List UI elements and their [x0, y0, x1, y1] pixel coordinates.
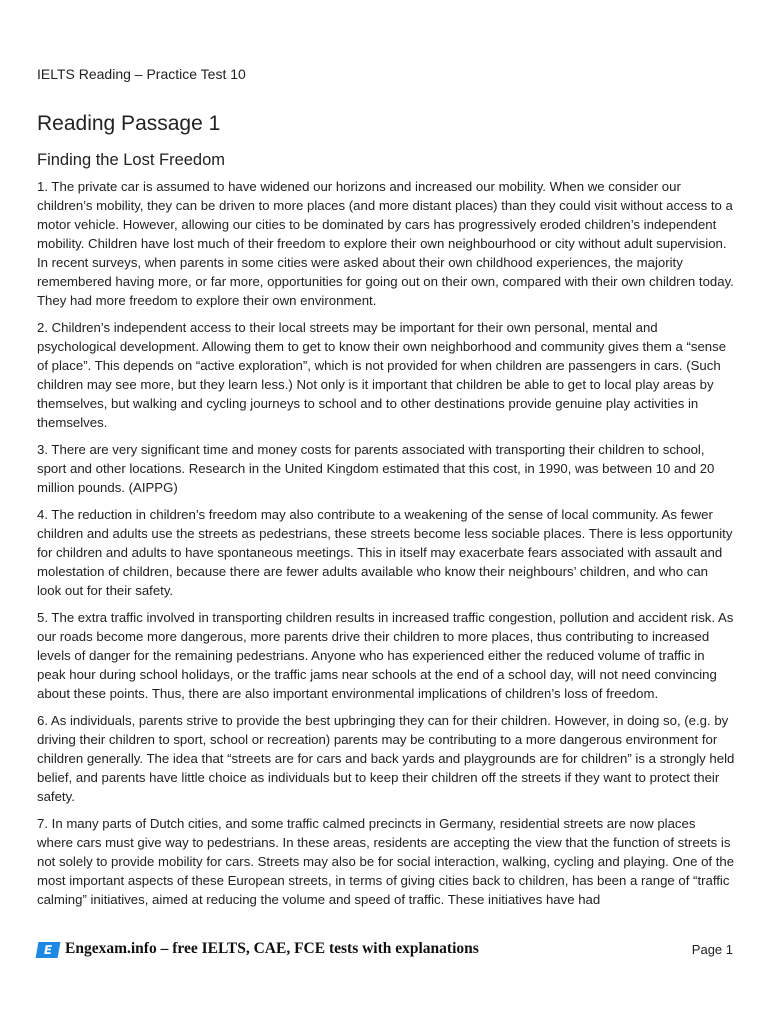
engexam-logo-icon: E	[36, 942, 61, 958]
page-footer	[37, 940, 735, 962]
article-title: Finding the Lost Freedom	[37, 151, 226, 169]
paragraph-4: 4. The reduction in children’s freedom may also contribute to a weakening of the sense of local community. As fewer children and adults use the streets as pedestrians, these streets become less sociable places. There is less opportunity for children and adults to have spontaneous meetings. This in itself may exacerbate fears associated with assault and molestation of children, because there are fewer adults available who know their neighbours’ children, and who can look out for their safety.	[37, 507, 733, 598]
paragraph-7: 7. In many parts of Dutch cities, and some traffic calmed precincts in Germany, residential streets are now places where cars must give way to pedestrians. In these areas, residents are accepting the view that the function of streets is not solely to provide mobility for cars. Streets may also be for social interaction, walking, cycling and playing. One of the most important aspects of these European streets, in terms of giving cities back to children, has been a range of “traffic calming” initiatives, aimed at reducing the volume and speed of traffic. These initiatives have had	[37, 816, 735, 907]
passage-title: Reading Passage 1	[37, 112, 221, 135]
paragraph-3: 3. There are very significant time and money costs for parents associated with transporting their children to school, sport and other locations. Research in the United Kingdom estimated that this cost, in 1990, was between 10 and 20 million pounds. (AIPPG)	[37, 442, 715, 495]
footer-site-link[interactable]: Engexam.info – free IELTS, CAE, FCE tests with explanations	[65, 940, 479, 957]
passage-body	[37, 177, 735, 917]
paragraph-5: 5. The extra traffic involved in transporting children results in increased traffic congestion, pollution and accident risk. As our roads become more dangerous, more parents drive their children to more places, thus contributing to increased levels of danger for the remaining pedestrians. Anyone who has experienced either the reduced volume of traffic in peak hour during school holidays, or the traffic jams near schools at the end of a school day, will not need convincing about these points. Thus, there are also important environmental implications of children’s loss of freedom.	[37, 610, 734, 701]
paragraph-1: 1. The private car is assumed to have widened our horizons and increased our mobility. When we consider our children’s mobility, they can be driven to more places (and more distant places) than they could visit without access to a motor vehicle. However, allowing our cities to be dominated by cars has progressively eroded children’s independent mobility. Children have lost much of their freedom to explore their own neighbourhood or city without adult supervision. In recent surveys, when parents in some cities were asked about their own childhood experiences, the majority remembered having more, or far more, opportunities for going out on their own, compared with their own children today. They had more freedom to explore their own environment.	[37, 179, 734, 308]
page-header: IELTS Reading – Practice Test 10	[37, 66, 246, 82]
page-number: Page 1	[691, 942, 733, 957]
paragraph-6: 6. As individuals, parents strive to provide the best upbringing they can for their children. However, in doing so, (e.g. by driving their children to sport, school or recreation) parents may be contributing to a more dangerous environment for children generally. The idea that “streets are for cars and back yards and playgrounds are for children” is a strongly held belief, and parents have little choice as individuals but to keep their children off the streets if they want to protect their safety.	[37, 713, 735, 804]
paragraph-2: 2. Children’s independent access to their local streets may be important for their own personal, mental and psychological development. Allowing them to get to know their own neighborhood and community gives them a “sense of place”. This depends on “active exploration”, which is not provided for when children are passengers in cars. (Such children may see more, but they learn less.) Not only is it important that children be able to get to local play areas by themselves, but walking and cycling journeys to school and to other destinations provide genuine play activities in themselves.	[37, 320, 727, 430]
